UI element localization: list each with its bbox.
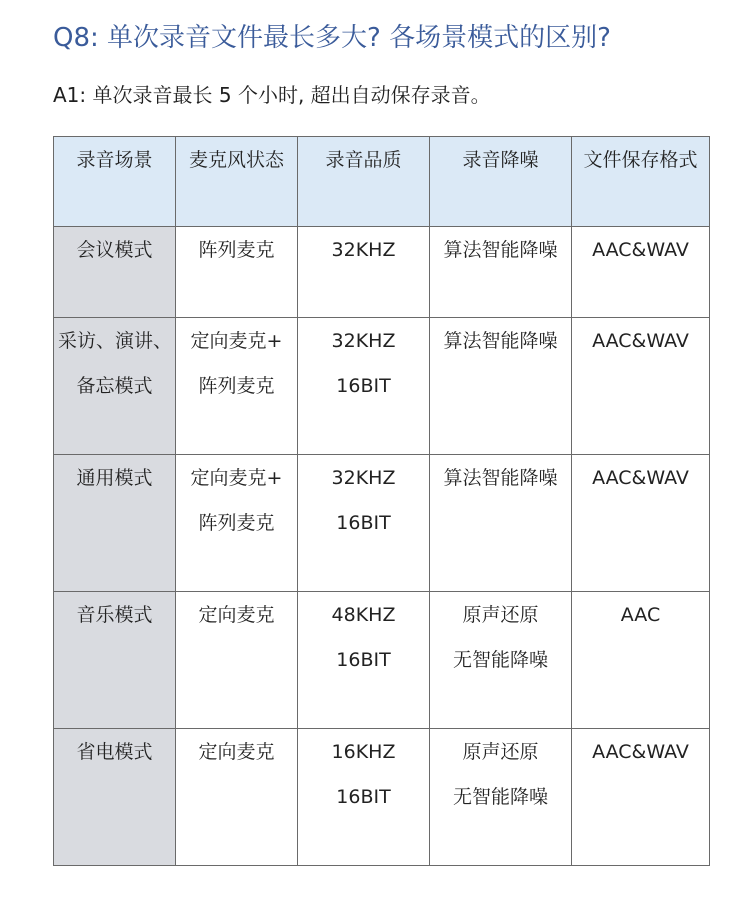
cell-text: 通用模式 [76, 467, 153, 489]
cell-text: 备忘模式 [76, 375, 153, 397]
cell-scene [54, 227, 176, 318]
cell-noise-reduction [430, 729, 572, 866]
cell-file-format [572, 227, 710, 318]
cell-text: 算法智能降噪 [443, 467, 558, 489]
cell-text: 算法智能降噪 [443, 330, 558, 352]
header-file-format: 文件保存格式 [572, 137, 710, 227]
cell-text: 原声还原 [462, 741, 539, 763]
cell-text: 32KHZ [331, 330, 396, 352]
cell-scene [54, 592, 176, 729]
cell-file-format [572, 729, 710, 866]
cell-file-format [572, 455, 710, 592]
cell-text: 无智能降噪 [452, 649, 548, 671]
cell-quality [298, 455, 430, 592]
cell-file-format [572, 318, 710, 455]
cell-text: AAC [620, 604, 661, 626]
cell-noise-reduction [430, 592, 572, 729]
table-row [54, 227, 710, 318]
cell-text: 定向麦克 [198, 604, 275, 626]
cell-text: 48KHZ [331, 604, 396, 626]
cell-text: 无智能降噪 [452, 786, 548, 808]
cell-mic-status [176, 455, 298, 592]
table-row [54, 318, 710, 455]
cell-noise-reduction [430, 227, 572, 318]
cell-text: AAC&WAV [592, 741, 689, 763]
cell-file-format [572, 592, 710, 729]
cell-text: 采访、演讲、 [58, 330, 173, 352]
cell-text: 算法智能降噪 [443, 239, 558, 261]
cell-text: 16BIT [336, 649, 391, 671]
cell-noise-reduction [430, 318, 572, 455]
cell-text: 16BIT [336, 375, 391, 397]
cell-text: AAC&WAV [592, 239, 689, 261]
cell-text: AAC&WAV [592, 467, 689, 489]
cell-quality [298, 227, 430, 318]
cell-scene [54, 455, 176, 592]
cell-text: 原声还原 [462, 604, 539, 626]
cell-text: 16BIT [336, 512, 391, 534]
cell-text: 32KHZ [331, 467, 396, 489]
cell-text: 定向麦克+ [190, 467, 283, 489]
header-noise-reduction: 录音降噪 [430, 137, 572, 227]
table-row [54, 592, 710, 729]
header-scene: 录音场景 [54, 137, 176, 227]
cell-text: 定向麦克+ [190, 330, 283, 352]
cell-quality [298, 318, 430, 455]
cell-text: 定向麦克 [198, 741, 275, 763]
cell-mic-status [176, 318, 298, 455]
table-header-row [54, 137, 710, 227]
question-heading: Q8: 单次录音文件最长多大? 各场景模式的区别? [53, 23, 611, 53]
cell-text: 阵列麦克 [198, 512, 275, 534]
cell-scene [54, 729, 176, 866]
cell-noise-reduction [430, 455, 572, 592]
cell-mic-status [176, 592, 298, 729]
header-quality: 录音品质 [298, 137, 430, 227]
cell-mic-status [176, 729, 298, 866]
cell-quality [298, 729, 430, 866]
cell-text: 音乐模式 [76, 604, 153, 626]
cell-text: 阵列麦克 [198, 239, 275, 261]
cell-text: AAC&WAV [592, 330, 689, 352]
answer-text: A1: 单次录音最长 5 个小时, 超出自动保存录音。 [53, 83, 491, 107]
header-mic-status: 麦克风状态 [176, 137, 298, 227]
table-row [54, 455, 710, 592]
recording-modes-table [53, 136, 710, 866]
cell-text: 16BIT [336, 786, 391, 808]
cell-text: 32KHZ [331, 239, 396, 261]
cell-text: 省电模式 [76, 741, 153, 763]
table-row [54, 729, 710, 866]
cell-text: 阵列麦克 [198, 375, 275, 397]
cell-text: 16KHZ [331, 741, 396, 763]
cell-text: 会议模式 [76, 239, 153, 261]
cell-scene [54, 318, 176, 455]
cell-mic-status [176, 227, 298, 318]
cell-quality [298, 592, 430, 729]
